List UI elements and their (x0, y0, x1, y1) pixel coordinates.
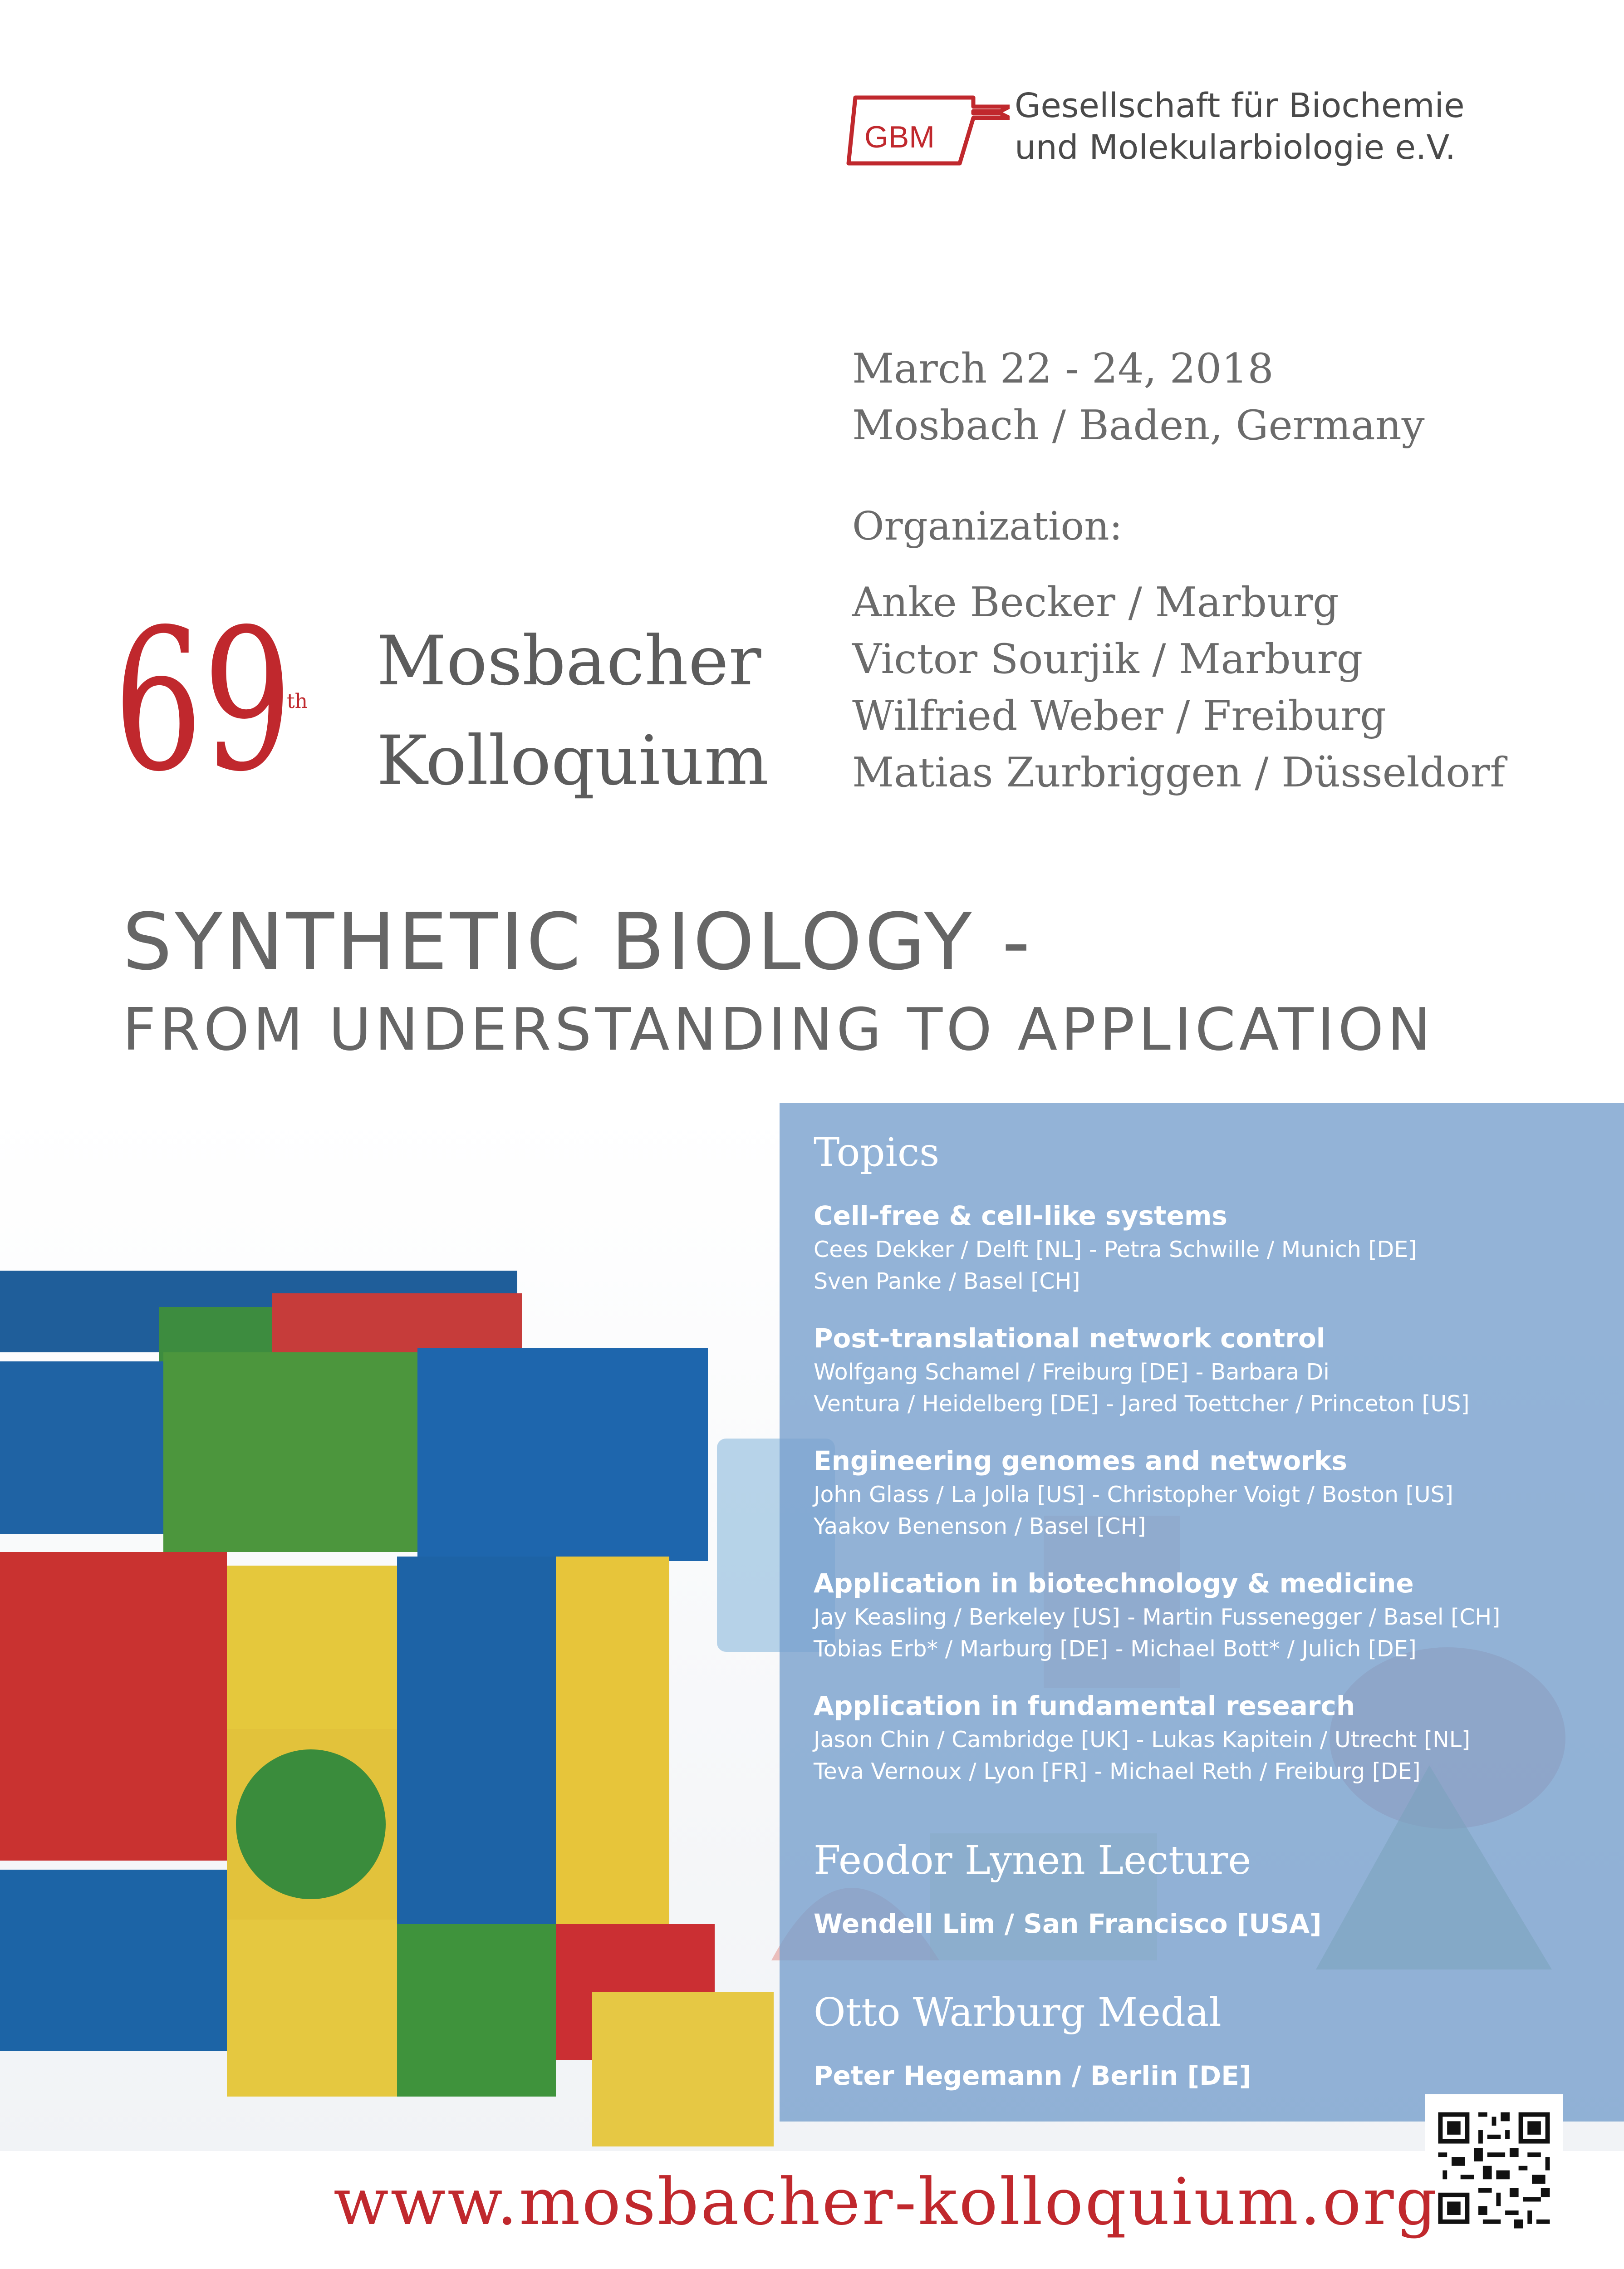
website-url[interactable]: www.mosbacher-kolloquium.org (334, 2165, 1439, 2240)
organizer: Victor Sourjik / Marburg (852, 635, 1363, 683)
organizer: Wilfried Weber / Freiburg (852, 692, 1386, 740)
society-name-line2: und Molekularbiologie e.V. (1015, 128, 1456, 167)
topic-speakers: Tobias Erb* / Marburg [DE] - Michael Bott* / Julich [DE] (814, 1636, 1417, 1662)
event-name-line2: Kolloquium (377, 722, 769, 801)
event-name-line1: Mosbacher (377, 622, 761, 701)
event-location: Mosbach / Baden, Germany (852, 402, 1425, 449)
topic-speakers: Jay Keasling / Berkeley [US] - Martin Fussenegger / Basel [CH] (814, 1604, 1501, 1630)
topic-speakers: John Glass / La Jolla [US] - Christopher Voigt / Boston [US] (814, 1482, 1453, 1508)
event-dates: March 22 - 24, 2018 (852, 345, 1274, 393)
lynen-lecture-heading: Feodor Lynen Lecture (814, 1838, 1251, 1883)
logo-text: GBM (864, 120, 935, 154)
edition-suffix: th (287, 690, 308, 713)
society-name-line1: Gesellschaft für Biochemie (1015, 86, 1465, 125)
topic-title: Post-translational network control (814, 1323, 1325, 1354)
topic-speakers: Wolfgang Schamel / Freiburg [DE] - Barbara Di (814, 1359, 1330, 1385)
topic-title: Engineering genomes and networks (814, 1445, 1347, 1476)
topic-speakers: Ventura / Heidelberg [DE] - Jared Toettcher / Princeton [US] (814, 1391, 1470, 1417)
topic-title: Application in fundamental research (814, 1690, 1355, 1721)
warburg-medal-heading: Otto Warburg Medal (814, 1990, 1222, 2035)
qr-code-icon[interactable] (1425, 2094, 1563, 2251)
topic-speakers: Cees Dekker / Delft [NL] - Petra Schwille / Munich [DE] (814, 1237, 1417, 1262)
topic-title: Cell-free & cell-like systems (814, 1200, 1227, 1231)
topics-heading: Topics (814, 1130, 940, 1175)
gbm-logo-icon (837, 86, 1010, 172)
edition-number: 69 (113, 588, 292, 815)
headline-line1: SYNTHETIC BIOLOGY - (123, 896, 1033, 987)
lynen-lecture-speaker: Wendell Lim / San Francisco [USA] (814, 1908, 1322, 1939)
warburg-medal-speaker: Peter Hegemann / Berlin [DE] (814, 2060, 1251, 2091)
organization-label: Organization: (852, 504, 1123, 549)
topic-speakers: Jason Chin / Cambridge [UK] - Lukas Kapitein / Utrecht [NL] (814, 1727, 1471, 1753)
topic-title: Application in biotechnology & medicine (814, 1568, 1414, 1599)
topic-speakers: Teva Vernoux / Lyon [FR] - Michael Reth / Freiburg [DE] (814, 1758, 1421, 1784)
topic-speakers: Sven Panke / Basel [CH] (814, 1268, 1080, 1294)
organizer: Matias Zurbriggen / Düsseldorf (852, 749, 1505, 796)
organizer: Anke Becker / Marburg (852, 579, 1339, 626)
headline-line2: FROM UNDERSTANDING TO APPLICATION (123, 996, 1435, 1064)
topic-speakers: Yaakov Benenson / Basel [CH] (814, 1513, 1146, 1539)
